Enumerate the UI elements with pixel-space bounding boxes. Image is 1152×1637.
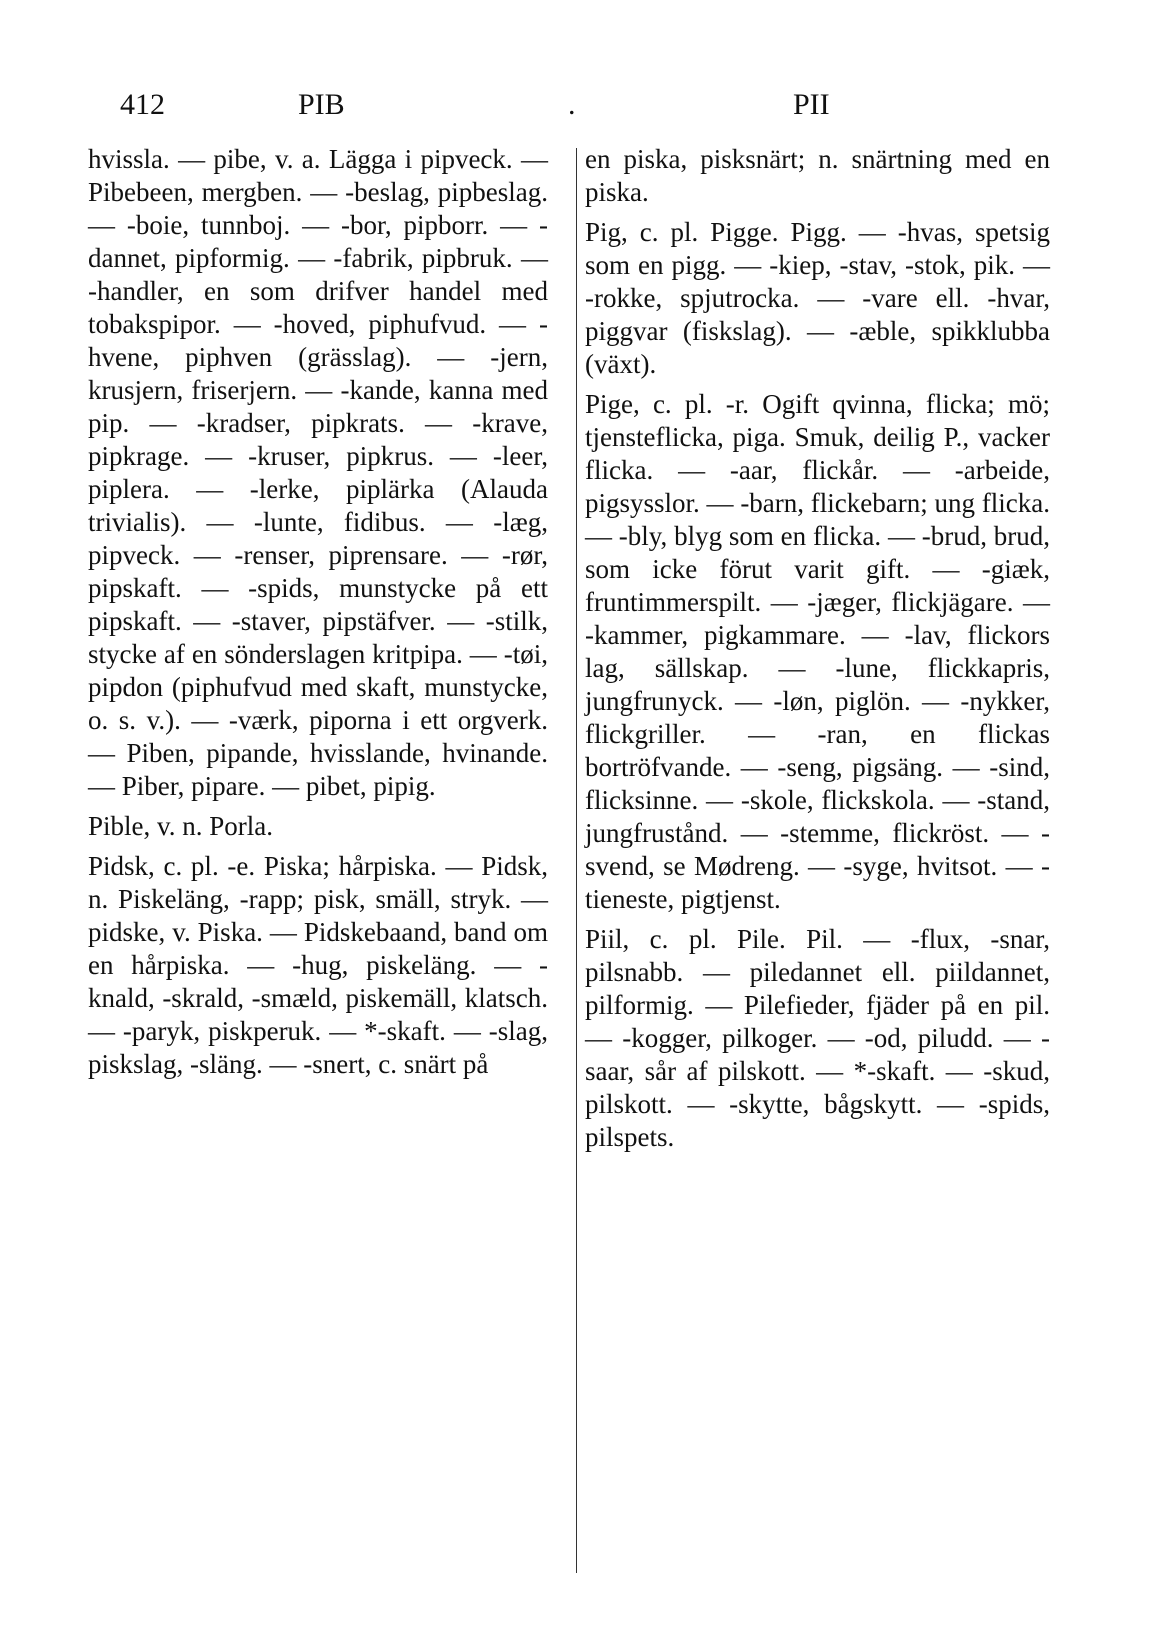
guide-word-right: PII [793, 88, 830, 121]
entry-pible: Pible, v. n. Porla. [88, 811, 273, 841]
header-dot: . [568, 88, 576, 121]
entry-pige: Pige, c. pl. -r. Ogift qvinna, flicka; mö; tjensteflicka, piga. Smuk, deilig P., vacker flicka. — -aar, flickår. — -arbeide, pigsysslor. — -barn, flickebarn; ung flicka. — -bly, blyg som en flicka. — -brud, brud, som icke förut varit gift. — -giæk, fruntimmerspilt. — -jæger, flickjägare. — -kammer, pigkammare. — -lav, flickors lag, sällskap. — -lune, flickkapris, jungfrunyck. — -løn, piglön. — -nykker, flickgriller. — -ran, en flickas bortröfvande. — -seng, pigsäng. — -sind, flicksinne. — -skole, flickskola. — -stand, jungfrustånd. — -stemme, flickröst. — -svend, se Mødreng. — -syge, hvitsot. — -tieneste, pigtjenst. [585, 389, 1050, 914]
page-number: 412 [120, 88, 165, 121]
guide-word-left: PIB [298, 88, 345, 121]
running-header [0, 88, 1152, 128]
left-column [88, 143, 548, 1081]
column-divider [576, 148, 577, 1573]
entry-pig: Pig, c. pl. Pigge. Pigg. — -hvas, spetsig som en pigg. — -kiep, -stav, -stok, pik. — -rokke, spjutrocka. — -vare ell. -hvar, piggvar (fiskslag). — -æble, spikklubba (växt). [585, 217, 1050, 379]
right-column [585, 143, 1050, 1154]
entry-piil: Piil, c. pl. Pile. Pil. — -flux, -snar, pilsnabb. — piledannet ell. piildannet, pilformig. — Pilefieder, fjäder på en pil. — -kogger, pilkoger. — -od, piludd. — -saar, sår af pilskott. — *-skaft. — -skud, pilskott. — -skytte, bågskytt. — -spids, pilspets. [585, 924, 1050, 1152]
entry-pibe: hvissla. — pibe, v. a. Lägga i pipveck. — Pibebeen, mergben. — -beslag, pipbeslag. — -boie, tunnboj. — -bor, pipborr. — -dannet, pipformig. — -fabrik, pipbruk. — -handler, en som drifver handel med tobakspipor. — -hoved, piphufvud. — -hvene, piphven (grässlag). — -jern, krusjern, friserjern. — -kande, kanna med pip. — -kradser, pipkrats. — -krave, pipkrage. — -kruser, pipkrus. — -leer, piplera. — -lerke, piplärka (Alauda trivialis). — -lunte, fidibus. — -læg, pipveck. — -renser, piprensare. — -rør, pipskaft. — -spids, munstycke på ett pipskaft. — -staver, pipstäfver. — -stilk, stycke af en sönderslagen kritpipa. — -tøi, pipdon (piphufvud med skaft, munstycke, o. s. v.). — -værk, piporna i ett orgverk. — Piben, pipande, hvisslande, hvinande. — Piber, pipare. — pibet, pipig. [88, 144, 548, 801]
entry-pidsk: Pidsk, c. pl. -e. Piska; hårpiska. — Pidsk, n. Piskeläng, -rapp; pisk, smäll, stryk. — pidske, v. Piska. — Pidskebaand, band om en hårpiska. — -hug, piskeläng. — -knald, -skrald, -smæld, piskemäll, klatsch. — -paryk, piskperuk. — *-skaft. — -slag, piskslag, -släng. — -snert, c. snärt på [88, 851, 548, 1079]
entry-continuation: en piska, pisksnärt; n. snärtning med en piska. [585, 144, 1050, 207]
